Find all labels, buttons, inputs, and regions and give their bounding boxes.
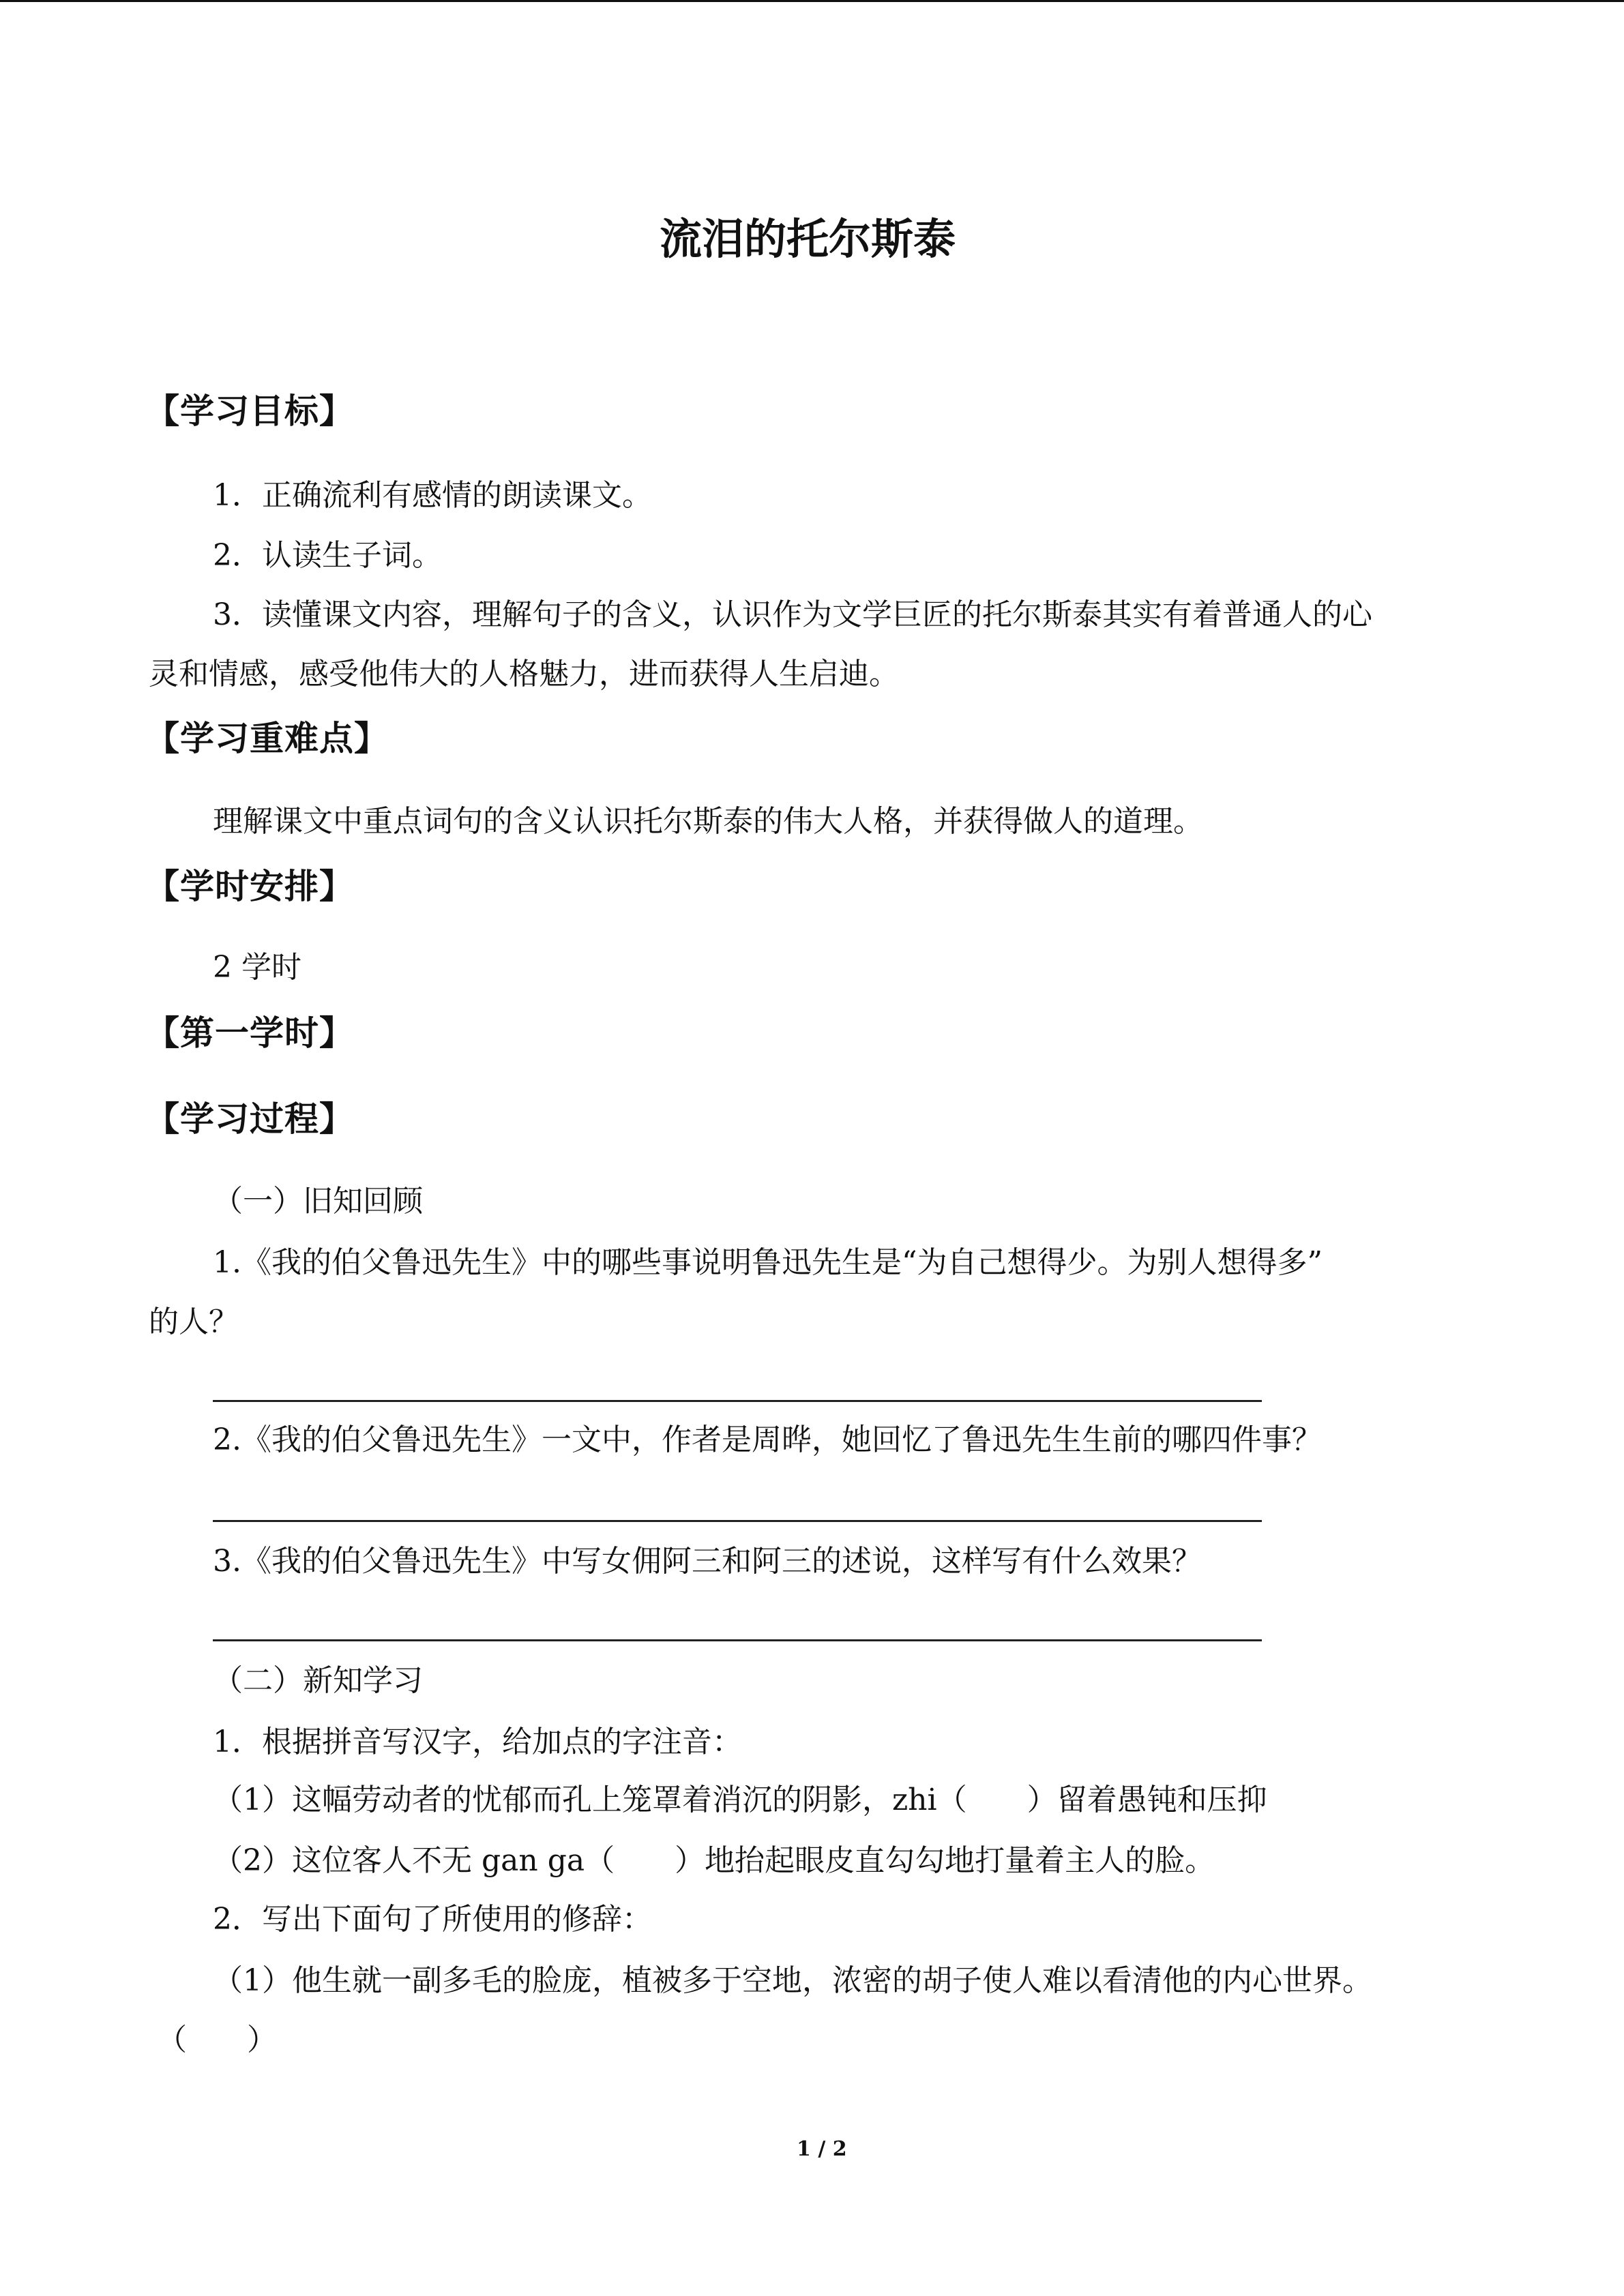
schedule-text: 2 学时 bbox=[213, 950, 301, 985]
objective-item-1: 1．正确流利有感情的朗读课文。 bbox=[213, 478, 652, 513]
task-2: 2．写出下面句了所使用的修辞： bbox=[213, 1902, 652, 1937]
process-heading: 【学习过程】 bbox=[145, 1099, 354, 1139]
review-question-3: 3.《我的伯父鲁迅先生》中写女佣阿三和阿三的述说，这样写有什么效果？ bbox=[213, 1544, 1202, 1579]
answer-line-2[interactable] bbox=[213, 1520, 1262, 1522]
task-2-sentence-1-line2: （ ） bbox=[157, 2023, 277, 2057]
task-2-sentence-1-line1: （1）他生就一副多毛的脸庞，植被多于空地，浓密的胡子使人难以看清他的内心世界。 bbox=[213, 1963, 1372, 1998]
document-title: 流泪的托尔斯泰 bbox=[660, 214, 956, 264]
key-points-heading: 【学习重难点】 bbox=[145, 719, 389, 758]
objective-item-3-line2: 灵和情感，感受他伟大的人格魅力，进而获得人生启迪。 bbox=[149, 657, 899, 691]
review-question-1-line1: 1.《我的伯父鲁迅先生》中的哪些事说明鲁迅先生是“为自己想得少。为别人想得多” bbox=[213, 1245, 1323, 1280]
answer-line-1[interactable] bbox=[213, 1400, 1262, 1402]
objective-item-2: 2．认读生子词。 bbox=[213, 538, 442, 573]
first-period-heading: 【第一学时】 bbox=[145, 1013, 354, 1053]
answer-line-3[interactable] bbox=[213, 1639, 1262, 1641]
review-question-1-line2: 的人？ bbox=[149, 1304, 239, 1339]
key-points-text: 理解课文中重点词句的含义认识托尔斯泰的伟大人格，并获得做人的道理。 bbox=[213, 804, 1203, 839]
objectives-heading: 【学习目标】 bbox=[145, 391, 354, 431]
top-border-line bbox=[0, 0, 1624, 2]
task-1: 1．根据拼音写汉字，给加点的字注音： bbox=[213, 1725, 742, 1759]
schedule-heading: 【学时安排】 bbox=[145, 867, 354, 906]
review-question-2: 2.《我的伯父鲁迅先生》一文中，作者是周晔，她回忆了鲁迅先生生前的哪四件事？ bbox=[213, 1422, 1322, 1457]
task-1-sentence-1: （1）这幅劳动者的忧郁而孔上笼罩着消沉的阴影，zhi（ ）留着愚钝和压抑 bbox=[213, 1783, 1267, 1817]
new-learning-label: （二）新知学习 bbox=[213, 1663, 423, 1698]
review-label: （一）旧知回顾 bbox=[213, 1184, 423, 1219]
objective-item-3-line1: 3．读懂课文内容，理解句子的含义，认识作为文学巨匠的托尔斯泰其实有着普通人的心 bbox=[213, 597, 1372, 632]
task-1-sentence-2: （2）这位客人不无 gan ga（ ）地抬起眼皮直勾勾地打量着主人的脸。 bbox=[213, 1843, 1215, 1878]
page-number: 1 / 2 bbox=[797, 2137, 847, 2161]
